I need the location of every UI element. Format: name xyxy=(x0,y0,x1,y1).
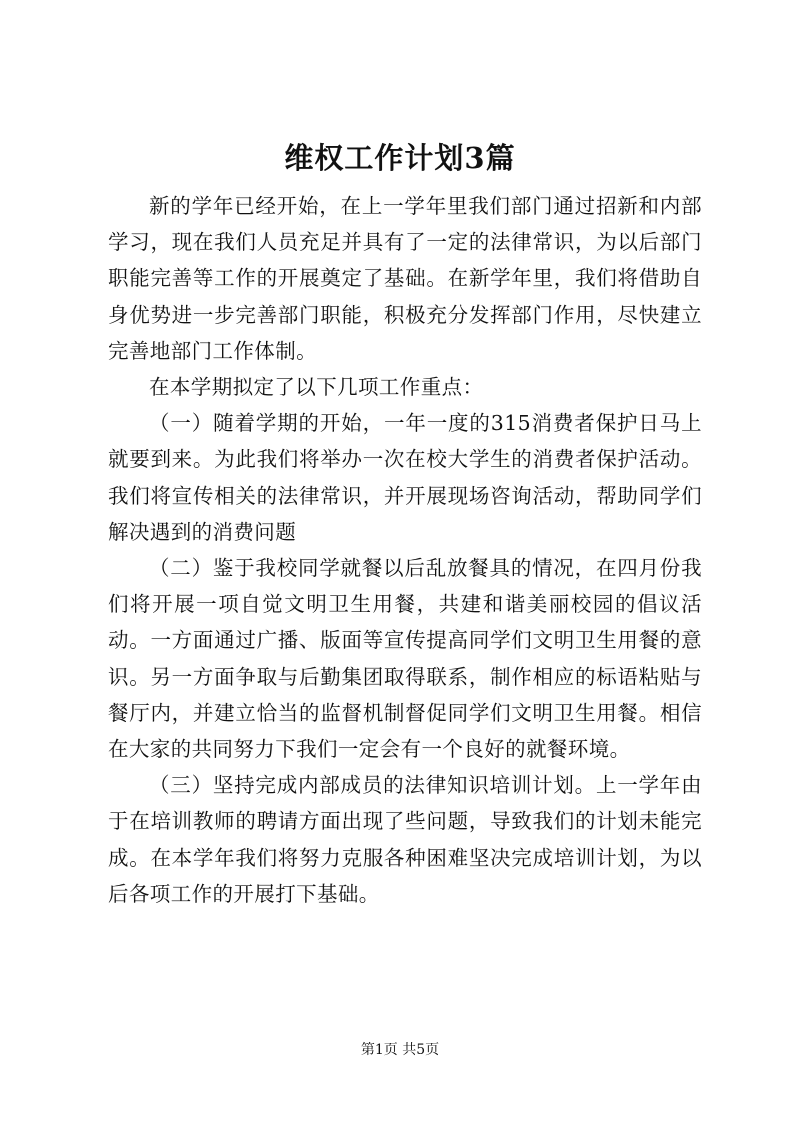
paragraph-intro: 新的学年已经开始，在上一学年里我们部门通过招新和内部学习，现在我们人员充足并具有了一定的法律常识，为以后部门职能完善等工作的开展奠定了基础。在新学年里，我们将借助自身优势进一步完善部门职能，积极充分发挥部门作用，尽快建立完善地部门工作体制。 xyxy=(108,194,702,363)
paragraph-item-2: （二）鉴于我校同学就餐以后乱放餐具的情况，在四月份我们将开展一项自觉文明卫生用餐，共建和谐美丽校园的倡议活动。一方面通过广播、版面等宣传提高同学们文明卫生用餐的意识。另一方面争取与后勤集团取得联系，制作相应的标语粘贴与餐厅内，并建立恰当的监督机制督促同学们文明卫生用餐。相信在大家的共同努力下我们一定会有一个良好的就餐环境。 xyxy=(108,556,702,762)
paragraph-item-1: （一）随着学期的开始，一年一度的315消费者保护日马上就要到来。为此我们将举办一次在校大学生的消费者保护活动。我们将宣传相关的法律常识，并开展现场咨询活动，帮助同学们解决遇到的消费问题 xyxy=(108,411,702,544)
document-body xyxy=(108,188,702,912)
paragraph-focus-heading: 在本学期拟定了以下几项工作重点： xyxy=(149,375,484,400)
paragraph-item-3: （三）坚持完成内部成员的法律知识培训计划。上一学年由于在培训教师的聘请方面出现了些问题，导致我们的计划未能完成。在本学年我们将努力克服各种困难坚决完成培训计划，为以后各项工作的开展打下基础。 xyxy=(108,773,702,906)
document-title: 维权工作计划3篇 xyxy=(284,141,516,175)
page-number-footer: 第1页 共5页 xyxy=(360,1042,440,1058)
